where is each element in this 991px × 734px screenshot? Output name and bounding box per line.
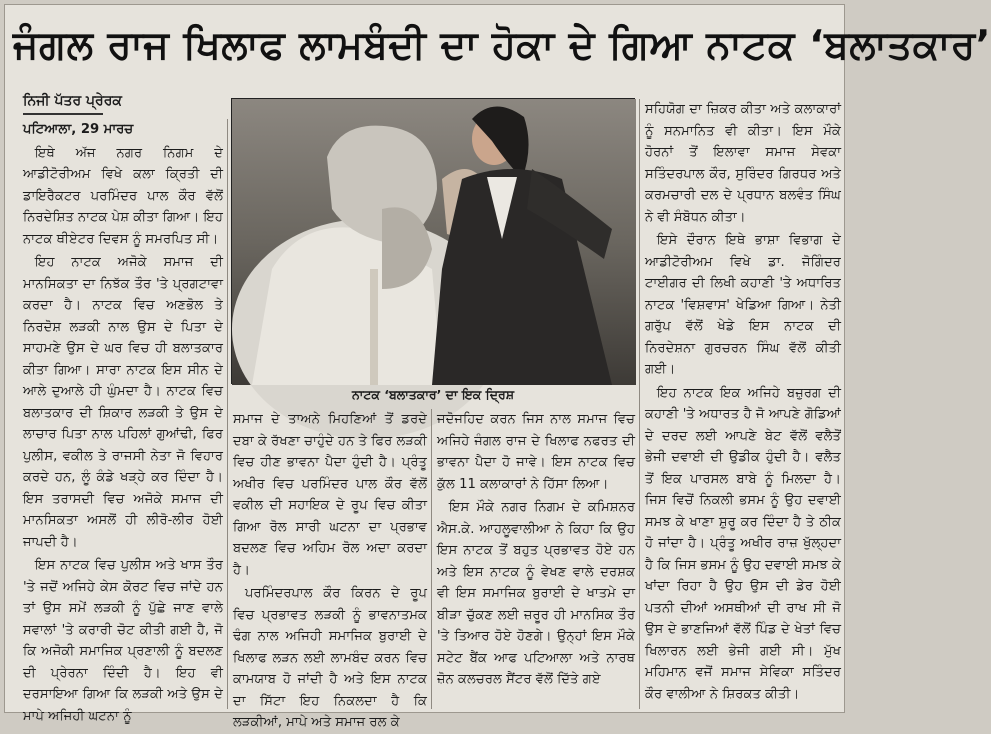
article-paragraph: ਪਰਮਿੰਦਰਪਾਲ ਕੌਰ ਕਿਰਨ ਦੇ ਰੂਪ ਵਿਚ ਪ੍ਰਭਾਵਤ ਲੜਕੀ ਨੂੰ ਭਾਵਨਾਤਮਕ ਢੰਗ ਨਾਲ ਅਜਿਹੀ ਸਮਾਜਿਕ ਬੁਰਾਈ ਦੇ ਖਿਲਾਫ ਲੜਨ ਲਈ ਲਾਮਬੰਦ ਕਰਨ ਵਿਚ ਕਾਮਯਾਬ ਹੋ ਜਾਂਦੀ ਹੈ ਅਤੇ ਇਸ ਨਾਟਕ ਦਾ ਸਿੱਟਾ ਇਹ ਨਿਕਲਦਾ ਹੈ ਕਿ ਲੜਕੀਆਂ, ਮਾਪੇ ਅਤੇ ਸਮਾਜ ਰਲ ਕੇ: [233, 586, 427, 730]
dateline: ਪਟਿਆਲਾ, 29 ਮਾਰਚ: [23, 122, 134, 137]
headline: ਜੰਗਲ ਰਾਜ ਖਿਲਾਫ ਲਾਮਬੰਦੀ ਦਾ ਹੋਕਾ ਦੇ ਗਿਆ ਨਾਟਕ ‘ਬਲਾਤਕਾਰ’: [13, 23, 991, 68]
article-column-2: [233, 409, 427, 730]
column-divider: [431, 409, 432, 709]
byline: ਨਿਜੀ ਪੱਤਰ ਪ੍ਰੇਰਕ: [23, 93, 122, 109]
article-column-4: [645, 99, 841, 709]
article-column-3: [437, 409, 635, 709]
article-paragraph: ਸਮਾਜ ਦੇ ਤਾਅਨੇ ਮਿਹਣਿਆਂ ਤੋਂ ਡਰਦੇ ਦਬਾ ਕੇ ਰੱਖਣਾ ਚਾਹੁੰਦੇ ਹਨ ਤੇ ਫਿਰ ਲੜਕੀ ਵਿਚ ਹੀਣ ਭਾਵਨਾ ਪੈਦਾ ਹੁੰਦੀ ਹੈ। ਪ੍ਰੰਤੂ ਅਖੀਰ ਵਿਚ ਪਰਮਿੰਦਰ ਪਾਲ ਕੌਰ ਵੱਲੋਂ ਵਕੀਲ ਦੀ ਸਹਾਇਕ ਦੇ ਰੂਪ ਵਿਚ ਕੀਤਾ ਗਿਆ ਰੋਲ ਸਾਰੀ ਘਟਨਾ ਦਾ ਪ੍ਰਭਾਵ ਬਦਲਣ ਵਿਚ ਅਹਿਮ ਰੋਲ ਅਦਾ ਕਰਦਾ ਹੈ।: [233, 412, 427, 578]
column-divider: [227, 119, 228, 709]
article-paragraph: ਇਹ ਨਾਟਕ ਅਜੋਕੇ ਸਮਾਜ ਦੀ ਮਾਨਸਿਕਤਾ ਦਾ ਨਿਝੱਕ ਤੌਰ 'ਤੇ ਪ੍ਰਗਟਾਵਾ ਕਰਦਾ ਹੈ। ਨਾਟਕ ਵਿਚ ਅਣਭੋਲ ਤੇ ਨਿਰਦੋਸ਼ ਲੜਕੀ ਨਾਲ ਉਸ ਦੇ ਪਿਤਾ ਦੇ ਸਾਹਮਣੇ ਉਸ ਦੇ ਘਰ ਵਿਚ ਹੀ ਬਲਾਤਕਾਰ ਕੀਤਾ ਗਿਆ। ਸਾਰਾ ਨਾਟਕ ਇਸ ਸੀਨ ਦੇ ਆਲੇ ਦੁਆਲੇ ਹੀ ਘੁੰਮਦਾ ਹੈ। ਨਾਟਕ ਵਿਚ ਬਲਾਤਕਾਰ ਦੀ ਸ਼ਿਕਾਰ ਲੜਕੀ ਤੇ ਉਸ ਦੇ ਲਾਚਾਰ ਪਿਤਾ ਨਾਲ ਪਹਿਲਾਂ ਗੁਆਂਢੀ, ਫਿਰ ਪੁਲੀਸ, ਵਕੀਲ ਤੇ ਰਾਜਸੀ ਨੇਤਾ ਜੋ ਵਿਹਾਰ ਕਰਦੇ ਹਨ, ਲੂੰ ਕੰਡੇ ਖੜ੍ਹੇ ਕਰ ਦਿੰਦਾ ਹੈ। ਇਸ ਤਰਾਸਦੀ ਵਿਚ ਅਜੋਕੇ ਸਮਾਜ ਦੀ ਮਾਨਸਿਕਤਾ ਅਸਲੋਂ ਹੀ ਲੀਰੋ-ਲੀਰ ਹੋਈ ਜਾਪਦੀ ਹੈ।: [23, 255, 223, 550]
newspaper-clipping: [4, 4, 991, 730]
article-paragraph: ਸਹਿਯੋਗ ਦਾ ਜ਼ਿਕਰ ਕੀਤਾ ਅਤੇ ਕਲਾਕਾਰਾਂ ਨੂੰ ਸਨਮਾਨਿਤ ਵੀ ਕੀਤਾ। ਇਸ ਮੌਕੇ ਹੋਰਨਾਂ ਤੋਂ ਇਲਾਵਾ ਸਮਾਜ ਸੇਵਕਾ ਸਤਿੰਦਰਪਾਲ ਕੌਰ, ਸੁਰਿੰਦਰ ਗਿਰਧਰ ਅਤੇ ਕਰਮਚਾਰੀ ਦਲ ਦੇ ਪ੍ਰਧਾਨ ਬਲਵੰਤ ਸਿੰਘ ਨੇ ਵੀ ਸੰਬੋਧਨ ਕੀਤਾ।: [645, 102, 841, 225]
article-paragraph: ਇਸ ਮੌਕੇ ਨਗਰ ਨਿਗਮ ਦੇ ਕਮਿਸ਼ਨਰ ਐਸ.ਕੇ. ਆਹਲੂਵਾਲੀਆ ਨੇ ਕਿਹਾ ਕਿ ਉਹ ਇਸ ਨਾਟਕ ਤੋਂ ਬਹੁਤ ਪ੍ਰਭਾਵਤ ਹੋਏ ਹਨ ਅਤੇ ਇਸ ਨਾਟਕ ਨੂੰ ਵੇਖਣ ਵਾਲੇ ਦਰਸ਼ਕ ਵੀ ਇਸ ਸਮਾਜਿਕ ਬੁਰਾਈ ਦੇ ਖਾਤਮੇ ਦਾ ਬੀੜਾ ਚੁੱਕਣ ਲਈ ਜ਼ਰੂਰ ਹੀ ਮਾਨਸਿਕ ਤੌਰ 'ਤੇ ਤਿਆਰ ਹੋਏ ਹੋਣਗੇ। ਉਨ੍ਹਾਂ ਇਸ ਮੌਕੇ ਸਟੇਟ ਬੈਂਕ ਆਫ ਪਟਿਆਲਾ ਅਤੇ ਨਾਰਥ ਜ਼ੋਨ ਕਲਚਰਲ ਸੈਂਟਰ ਵੱਲੋਂ ਦਿੱਤੇ ਗਏ: [437, 500, 635, 687]
article-column-1: [23, 119, 223, 724]
byline-underline: [23, 113, 103, 115]
column-divider: [639, 99, 640, 709]
article-paragraph: ਜਦੋਜਹਿਦ ਕਰਨ ਜਿਸ ਨਾਲ ਸਮਾਜ ਵਿਚ ਅਜਿਹੇ ਜੰਗਲ ਰਾਜ ਦੇ ਖਿਲਾਫ ਨਫਰਤ ਦੀ ਭਾਵਨਾ ਪੈਦਾ ਹੋ ਜਾਵੇ। ਇਸ ਨਾਟਕ ਵਿਚ ਕੁੱਲ 11 ਕਲਾਕਾਰਾਂ ਨੇ ਹਿੱਸਾ ਲਿਆ।: [437, 412, 635, 492]
play-scene-photo: [231, 98, 635, 384]
article-paragraph: ਇਸੇ ਦੌਰਾਨ ਇਥੇ ਭਾਸ਼ਾ ਵਿਭਾਗ ਦੇ ਆਡੀਟੋਰੀਅਮ ਵਿਖੇ ਡਾ. ਜੋਗਿੰਦਰ ਟਾਈਗਰ ਦੀ ਲਿਖੀ ਕਹਾਣੀ 'ਤੇ ਅਧਾਰਿਤ ਨਾਟਕ 'ਵਿਸ਼ਵਾਸ' ਖੇਡਿਆ ਗਿਆ। ਨੇਤੀ ਗਰੁੱਪ ਵੱਲੋਂ ਖੇਡੇ ਇਸ ਨਾਟਕ ਦੀ ਨਿਰਦੇਸ਼ਨਾ ਗੁਰਚਰਨ ਸਿੰਘ ਵੱਲੋਂ ਕੀਤੀ ਗਈ।: [645, 233, 841, 377]
article-paragraph: ਇਸ ਨਾਟਕ ਵਿਚ ਪੁਲੀਸ ਅਤੇ ਖਾਸ ਤੌਰ 'ਤੇ ਜਦੋਂ ਅਜਿਹੇ ਕੇਸ ਕੋਰਟ ਵਿਚ ਜਾਂਦੇ ਹਨ ਤਾਂ ਉਸ ਸਮੇਂ ਲੜਕੀ ਨੂੰ ਪੁੱਛੇ ਜਾਣ ਵਾਲੇ ਸਵਾਲਾਂ 'ਤੇ ਕਰਾਰੀ ਚੋਟ ਕੀਤੀ ਗਈ ਹੈ, ਜੋ ਕਿ ਅਜੋਕੀ ਸਮਾਜਿਕ ਪ੍ਰਣਾਲੀ ਨੂੰ ਬਦਲਣ ਦੀ ਪ੍ਰੇਰਨਾ ਦਿੰਦੀ ਹੈ। ਇਹ ਵੀ ਦਰਸਾਇਆ ਗਿਆ ਕਿ ਲੜਕੀ ਅਤੇ ਉਸ ਦੇ ਮਾਪੇ ਅਜਿਹੀ ਘਟਨਾ ਨੂੰ: [23, 558, 223, 724]
article-paragraph: ਇਹ ਨਾਟਕ ਇਕ ਅਜਿਹੇ ਬਜ਼ੁਰਗ ਦੀ ਕਹਾਣੀ 'ਤੇ ਅਧਾਰਤ ਹੈ ਜੋ ਆਪਣੇ ਗੋਡਿਆਂ ਦੇ ਦਰਦ ਲਈ ਆਪਣੇ ਬੇਟ ਵੱਲੋਂ ਵਲੈਤੋਂ ਭੇਜੀ ਦਵਾਈ ਦੀ ਉਡੀਕ ਹੁੰਦੀ ਹੈ। ਵਲੈਤ ਤੋਂ ਇਕ ਪਾਰਸਲ ਬਾਬੇ ਨੂੰ ਮਿਲਦਾ ਹੈ। ਜਿਸ ਵਿਚੋਂ ਨਿਕਲੀ ਭਸਮ ਨੂੰ ਉਹ ਦਵਾਈ ਸਮਝ ਕੇ ਖਾਣਾ ਸ਼ੁਰੂ ਕਰ ਦਿੰਦਾ ਹੈ ਤੇ ਠੀਕ ਹੋ ਜਾਂਦਾ ਹੈ। ਪ੍ਰੰਤੂ ਅਖੀਰ ਰਾਜ਼ ਖੁੱਲ੍ਹਦਾ ਹੈ ਕਿ ਜਿਸ ਭਸਮ ਨੂੰ ਉਹ ਦਵਾਈ ਸਮਝ ਕੇ ਖਾਂਦਾ ਰਿਹਾ ਹੈ ਉਹ ਉਸ ਦੀ ਡੇਰ ਹੋਈ ਪਤਨੀ ਦੀਆਂ ਅਸਥੀਆਂ ਦੀ ਰਾਖ ਸੀ ਜੋ ਉਸ ਦੇ ਭਾਣਜਿਆਂ ਵੱਲੋਂ ਪਿੰਡ ਦੇ ਖੇਤਾਂ ਵਿਚ ਖਿਲਾਰਨ ਲਈ ਭੇਜੀ ਗਈ ਸੀ। ਮੁੱਖ ਮਹਿਮਾਨ ਵਜੋਂ ਸਮਾਜ ਸੇਵਿਕਾ ਸਤਿੰਦਰ ਕੌਰ ਵਾਲੀਆ ਨੇ ਸ਼ਿਰਕਤ ਕੀਤੀ।: [645, 385, 842, 702]
photo-caption: ਨਾਟਕ ‘ਬਲਾਤਕਾਰ’ ਦਾ ਇਕ ਦ੍ਰਿਸ਼: [351, 387, 515, 402]
article-paragraph: ਇਥੇ ਅੱਜ ਨਗਰ ਨਿਗਮ ਦੇ ਆਡੀਟੋਰੀਅਮ ਵਿਖੇ ਕਲਾ ਕ੍ਰਿਤੀ ਦੀ ਡਾਇਰੈਕਟਰ ਪਰਮਿੰਦਰ ਪਾਲ ਕੌਰ ਵੱਲੋਂ ਨਿਰਦੇਸ਼ਿਤ ਨਾਟਕ ਪੇਸ਼ ਕੀਤਾ ਗਿਆ। ਇਹ ਨਾਟਕ ਥੀਏਟਰ ਦਿਵਸ ਨੂੰ ਸਮਰਪਿਤ ਸੀ।: [23, 145, 223, 247]
